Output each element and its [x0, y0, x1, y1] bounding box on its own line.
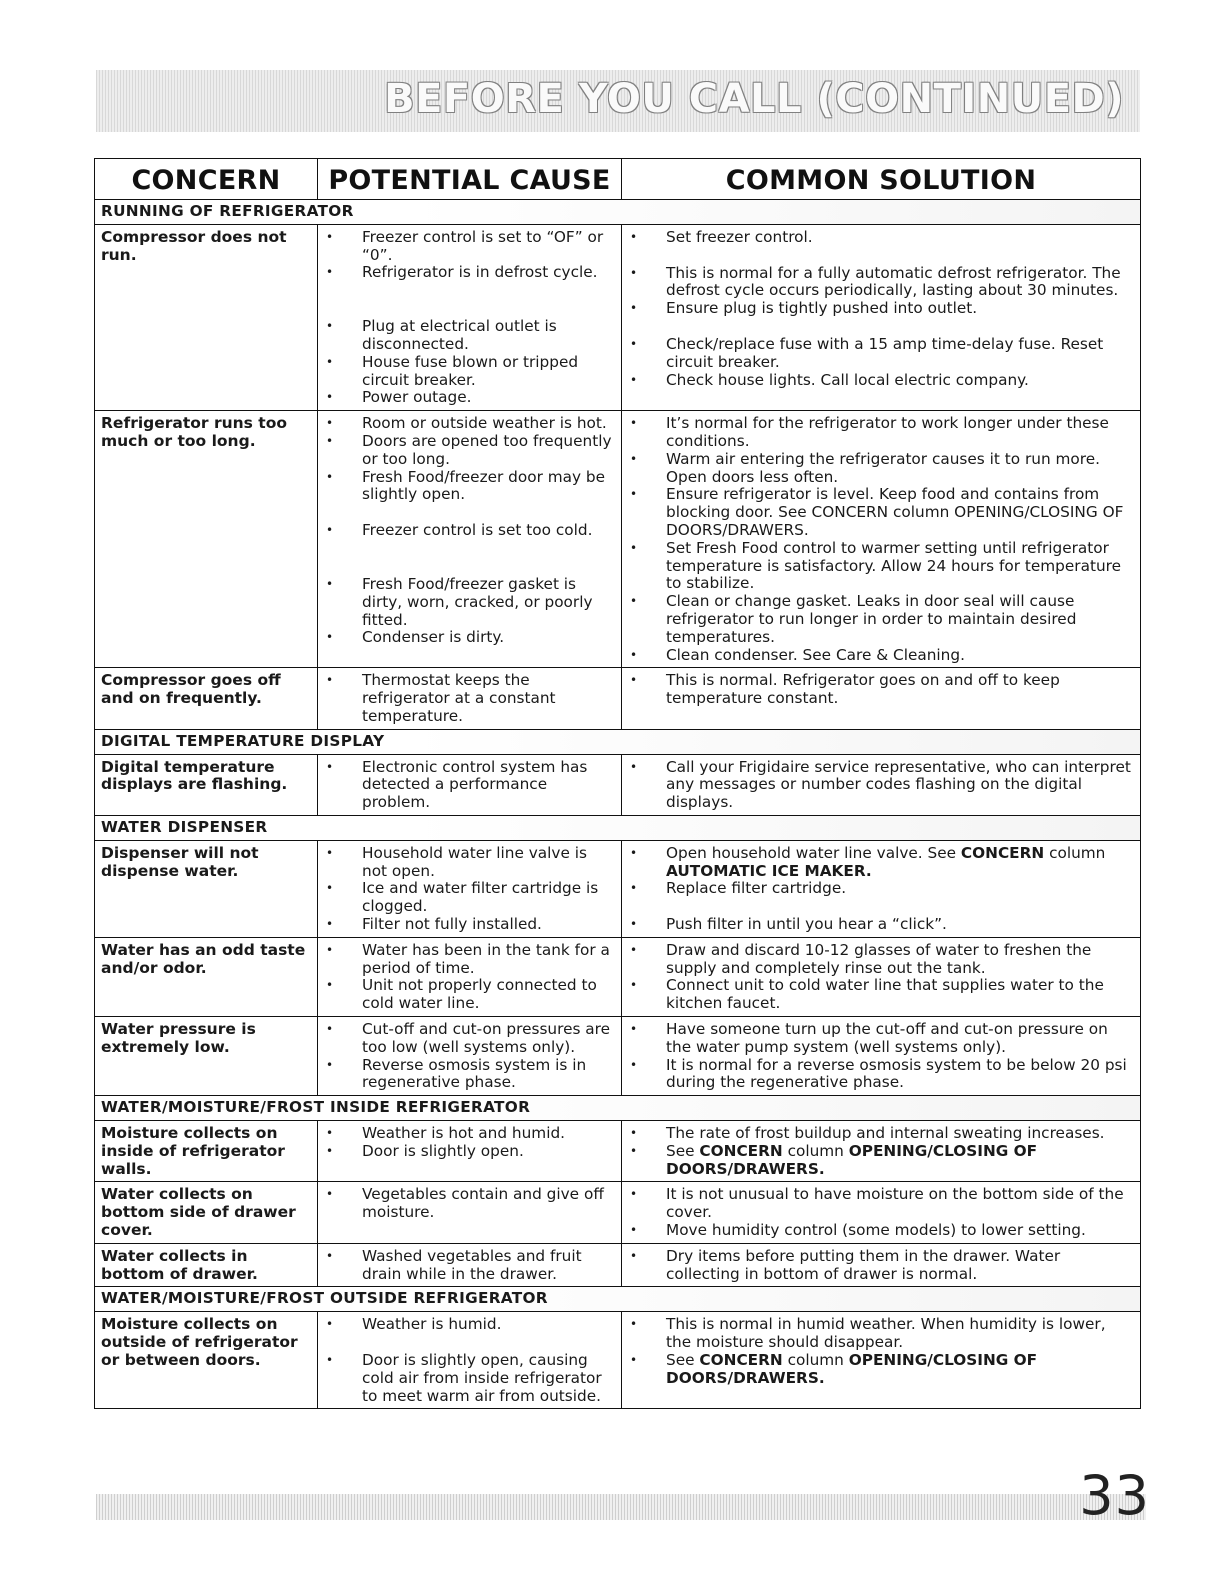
- cause-item: • Water has been in the tank for a period of time.: [324, 942, 615, 978]
- cause-item: • Fresh Food/freezer gasket is dirty, worn, cracked, or poorly fitted.: [324, 576, 615, 629]
- cause-cell: [318, 411, 622, 668]
- section-running: RUNNING OF REFRIGERATOR: [95, 200, 1141, 225]
- concern-cell: Moisture collects on inside of refrigerator walls.: [95, 1121, 318, 1182]
- solution-item: • Replace filter cartridge.: [628, 880, 1134, 898]
- solution-item: • Have someone turn up the cut-off and cut-on pressure on the water pump system (well systems only).: [628, 1021, 1134, 1057]
- cause-cell: [318, 1121, 622, 1182]
- cause-item: • Room or outside weather is hot.: [324, 415, 615, 433]
- cause-cell: [318, 754, 622, 815]
- solution-item: • It is not unusual to have moisture on the bottom side of the cover.: [628, 1186, 1134, 1222]
- concern-cell: Moisture collects on outside of refrigerator or between doors.: [95, 1312, 318, 1409]
- cause-item: • Refrigerator is in defrost cycle.: [324, 264, 615, 282]
- table-row: [95, 1312, 1141, 1409]
- cause-item: • Weather is humid.: [324, 1316, 615, 1334]
- concern-cell: Compressor goes off and on frequently.: [95, 668, 318, 729]
- cause-item: • Freezer control is set to “OF” or “0”.: [324, 229, 615, 265]
- section-row: [95, 729, 1141, 754]
- troubleshooting-table: [94, 158, 1141, 1409]
- cause-item: • Electronic control system has detected a performance problem.: [324, 759, 615, 812]
- footer-rule: [96, 1494, 1146, 1520]
- cause-item: • Fresh Food/freezer door may be slightly open.: [324, 469, 615, 505]
- page-title: BEFORE YOU CALL (CONTINUED): [384, 76, 1124, 122]
- cause-item: • Reverse osmosis system is in regenerative phase.: [324, 1057, 615, 1093]
- table-row: [95, 1121, 1141, 1182]
- solution-cell: [622, 840, 1141, 937]
- solution-item: • It’s normal for the refrigerator to work longer under these conditions.: [628, 415, 1134, 451]
- solution-item: • This is normal in humid weather. When humidity is lower, the moisture should disappear.: [628, 1316, 1134, 1352]
- solution-cell: [622, 411, 1141, 668]
- section-row: [95, 815, 1141, 840]
- table-row: [95, 1243, 1141, 1287]
- section-row: [95, 1287, 1141, 1312]
- cause-cell: [318, 1243, 622, 1287]
- cause-cell: [318, 1017, 622, 1096]
- solution-cell: [622, 1121, 1141, 1182]
- solution-item: • Call your Frigidaire service representative, who can interpret any messages or number codes flashing on the digital displays.: [628, 759, 1134, 812]
- table-row: [95, 754, 1141, 815]
- concern-cell: Water collects on bottom side of drawer cover.: [95, 1182, 318, 1243]
- section-row: [95, 200, 1141, 225]
- solution-item: • Warm air entering the refrigerator causes it to run more. Open doors less often.: [628, 451, 1134, 487]
- solution-item: • Dry items before putting them in the drawer. Water collecting in bottom of drawer is normal.: [628, 1248, 1134, 1284]
- solution-item: • See CONCERN column OPENING/CLOSING OF DOORS/DRAWERS.: [628, 1352, 1134, 1388]
- cause-item: • Plug at electrical outlet is disconnected.: [324, 318, 615, 354]
- cause-item: • Washed vegetables and fruit drain while in the drawer.: [324, 1248, 615, 1284]
- solution-item: • This is normal. Refrigerator goes on and off to keep temperature constant.: [628, 672, 1134, 708]
- cause-item: • Ice and water filter cartridge is clogged.: [324, 880, 615, 916]
- table-row: [95, 1182, 1141, 1243]
- solution-item: • Push filter in until you hear a “click”.: [628, 916, 1134, 934]
- solution-cell: [622, 937, 1141, 1016]
- cause-item: • Cut-off and cut-on pressures are too low (well systems only).: [324, 1021, 615, 1057]
- solution-item: • Ensure plug is tightly pushed into outlet.: [628, 300, 1134, 318]
- cause-item: • Unit not properly connected to cold water line.: [324, 977, 615, 1013]
- cause-cell: [318, 1312, 622, 1409]
- header-banner: [96, 70, 1140, 132]
- section-digital: DIGITAL TEMPERATURE DISPLAY: [95, 729, 1141, 754]
- cause-item: • Freezer control is set too cold.: [324, 522, 615, 540]
- concern-cell: Compressor does not run.: [95, 224, 318, 410]
- cause-cell: [318, 668, 622, 729]
- cause-item: • Filter not fully installed.: [324, 916, 615, 934]
- cause-cell: [318, 840, 622, 937]
- solution-item: • Move humidity control (some models) to lower setting.: [628, 1222, 1134, 1240]
- concern-cell: Dispenser will not dispense water.: [95, 840, 318, 937]
- solution-item: • Check house lights. Call local electric company.: [628, 372, 1134, 390]
- solution-item: • Connect unit to cold water line that supplies water to the kitchen faucet.: [628, 977, 1134, 1013]
- solution-cell: [622, 1182, 1141, 1243]
- solution-item: • Set Fresh Food control to warmer setting until refrigerator temperature is satisfactory. Allow 24 hours for temperature to stabilize.: [628, 540, 1134, 593]
- table-row: [95, 840, 1141, 937]
- solution-item: • Clean condenser. See Care & Cleaning.: [628, 647, 1134, 665]
- solution-cell: [622, 1243, 1141, 1287]
- concern-cell: Digital temperature displays are flashing.: [95, 754, 318, 815]
- section-row: [95, 1096, 1141, 1121]
- table-row: [95, 224, 1141, 410]
- table-row: [95, 937, 1141, 1016]
- solution-item: • It is normal for a reverse osmosis system to be below 20 psi during the regenerative phase.: [628, 1057, 1134, 1093]
- cause-item: • Door is slightly open.: [324, 1143, 615, 1161]
- cause-item: • Door is slightly open, causing cold air from inside refrigerator to meet warm air from outside.: [324, 1352, 615, 1405]
- table-row: [95, 1017, 1141, 1096]
- section-outside: WATER/MOISTURE/FROST OUTSIDE REFRIGERATOR: [95, 1287, 1141, 1312]
- solution-cell: [622, 1312, 1141, 1409]
- solution-item: • Ensure refrigerator is level. Keep food and contains from blocking door. See CONCERN column OPENING/CLOSING OF DOORS/DRAWERS.: [628, 486, 1134, 539]
- table-row: [95, 411, 1141, 668]
- column-header-cause: POTENTIAL CAUSE: [318, 159, 622, 200]
- cause-cell: [318, 1182, 622, 1243]
- solution-item: • Open household water line valve. See CONCERN column AUTOMATIC ICE MAKER.: [628, 845, 1134, 881]
- solution-cell: [622, 224, 1141, 410]
- cause-item: • Condenser is dirty.: [324, 629, 615, 647]
- section-inside: WATER/MOISTURE/FROST INSIDE REFRIGERATOR: [95, 1096, 1141, 1121]
- cause-item: • Doors are opened too frequently or too long.: [324, 433, 615, 469]
- solution-cell: [622, 668, 1141, 729]
- solution-item: • Set freezer control.: [628, 229, 1134, 247]
- concern-cell: Water has an odd taste and/or odor.: [95, 937, 318, 1016]
- solution-item: • This is normal for a fully automatic defrost refrigerator. The defrost cycle occurs periodically, lasting about 30 minutes.: [628, 265, 1134, 301]
- column-header-solution: COMMON SOLUTION: [622, 159, 1141, 200]
- solution-cell: [622, 1017, 1141, 1096]
- table-row: [95, 668, 1141, 729]
- concern-cell: Water pressure is extremely low.: [95, 1017, 318, 1096]
- table-header-row: [95, 159, 1141, 200]
- solution-item: • The rate of frost buildup and internal sweating increases.: [628, 1125, 1134, 1143]
- cause-item: • Vegetables contain and give off moisture.: [324, 1186, 615, 1222]
- concern-cell: Refrigerator runs too much or too long.: [95, 411, 318, 668]
- section-water: WATER DISPENSER: [95, 815, 1141, 840]
- cause-item: • House fuse blown or tripped circuit breaker.: [324, 354, 615, 390]
- cause-item: • Weather is hot and humid.: [324, 1125, 615, 1143]
- cause-item: • Household water line valve is not open.: [324, 845, 615, 881]
- column-header-concern: CONCERN: [95, 159, 318, 200]
- cause-item: • Thermostat keeps the refrigerator at a constant temperature.: [324, 672, 615, 725]
- solution-item: • Check/replace fuse with a 15 amp time-delay fuse. Reset circuit breaker.: [628, 336, 1134, 372]
- solution-item: • See CONCERN column OPENING/CLOSING OF DOORS/DRAWERS.: [628, 1143, 1134, 1179]
- concern-cell: Water collects in bottom of drawer.: [95, 1243, 318, 1287]
- solution-item: • Draw and discard 10-12 glasses of water to freshen the supply and completely rinse out the tank.: [628, 942, 1134, 978]
- solution-cell: [622, 754, 1141, 815]
- solution-item: • Clean or change gasket. Leaks in door seal will cause refrigerator to run longer in order to maintain desired temperatures.: [628, 593, 1134, 646]
- cause-cell: [318, 937, 622, 1016]
- cause-item: • Power outage.: [324, 389, 615, 407]
- page-number: 33: [1079, 1464, 1150, 1527]
- cause-cell: [318, 224, 622, 410]
